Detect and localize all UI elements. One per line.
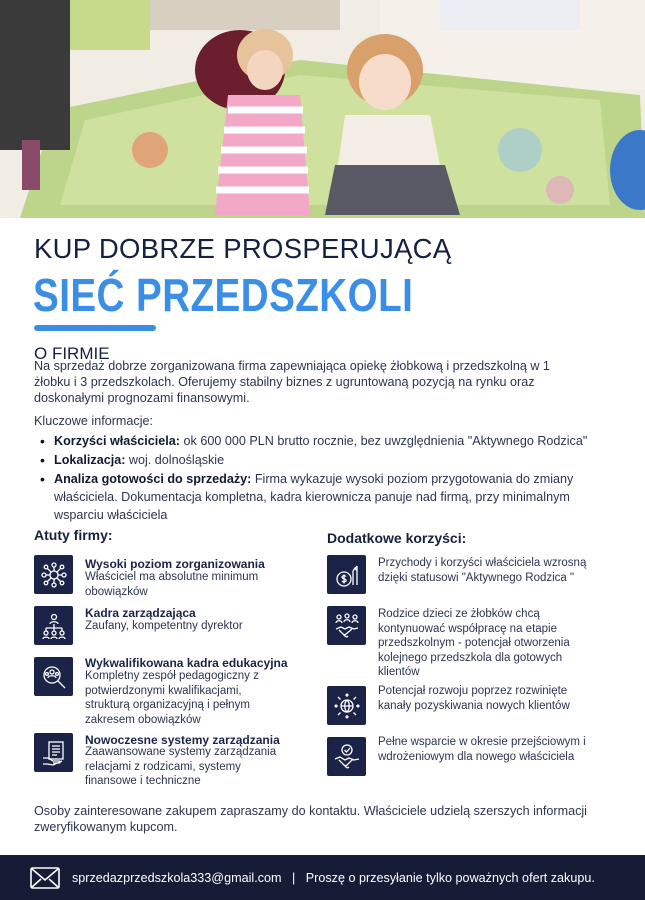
footer-email[interactable]: sprzedazprzedszkola333@gmail.com — [72, 870, 282, 885]
strength-title: Nowoczesne systemy zarządzania — [85, 733, 280, 747]
envelope-icon — [30, 867, 60, 889]
strength-text: Zaawansowane systemy zarządzania relacjami z rodzicami, systemy finansowe i techniczne — [85, 746, 277, 787]
benefit-text: Pełne wsparcie w okresie przejściowym i wdrożeniowym dla nowego właściciela — [378, 736, 586, 763]
strength-text: Kompletny zespół pedagogiczny z potwierdzonymi kwalifikacjami, strukturą organizacyjną i pełnym zakresem obowiązków — [85, 670, 259, 726]
strength-title: Wykwalifikowana kadra edukacyjna — [85, 656, 288, 670]
globe-expansion-icon — [327, 686, 366, 725]
benefit-text: Potencjał rozwoju poprzez rozwinięte kanały pozyskiwania nowych klientów — [378, 685, 570, 712]
strength-title: Wysoki poziom zorganizowania — [85, 557, 265, 571]
key-info-label: Analiza gotowości do sprzedaży: — [54, 472, 252, 486]
key-info-list — [40, 432, 600, 525]
document-hand-icon — [34, 733, 73, 772]
strength-text: Właściciel ma absolutne minimum obowiązków — [85, 571, 259, 598]
contact-text: Osoby zainteresowane zakupem zapraszamy do kontaktu. Właściciele udzielą szerszych informacji zweryfikowanym kupcom. — [34, 804, 587, 834]
about-text: Na sprzedaż dobrze zorganizowana firma zapewniająca opiekę żłobkową i przedszkolną w 1 żłobku i 3 przedszkolach. Oferujemy stabilny biznes z ugruntowaną pozycją na rynku oraz doskonałymi prognozami finansowymi. — [34, 359, 550, 405]
key-info-heading: Kluczowe informacje: — [34, 414, 153, 428]
strength-text: Zaufany, kompetentny dyrektor — [85, 620, 243, 632]
team-search-icon — [34, 657, 73, 696]
title-line-2: SIEĆ PRZEDSZKOLI — [33, 269, 414, 321]
title-underline — [34, 325, 156, 331]
footer-text — [72, 871, 595, 885]
group-handshake-icon — [327, 606, 366, 645]
handshake-support-icon — [327, 737, 366, 776]
key-info-value: ok 600 000 PLN brutto rocznie, bez uwzględnienia "Aktywnego Rodzica" — [180, 434, 588, 448]
strengths-heading: Atuty firmy: — [34, 527, 113, 543]
management-hierarchy-icon — [34, 606, 73, 645]
key-info-label: Korzyści właściciela: — [54, 434, 181, 448]
hero-photo — [0, 0, 645, 218]
title-line-1: KUP DOBRZE PROSPERUJĄCĄ — [34, 233, 452, 264]
key-info-item — [40, 432, 600, 450]
footer-note: Proszę o przesyłanie tylko poważnych ofert zakupu. — [305, 870, 595, 885]
key-info-label: Lokalizacja: — [54, 453, 126, 467]
benefit-text: Przychody i korzyści właściciela wzrosną dzięki statusowi "Aktywnego Rodzica " — [378, 557, 587, 584]
money-growth-icon — [327, 555, 366, 594]
footer-bar — [0, 855, 645, 900]
footer-separator: | — [291, 870, 296, 885]
key-info-item — [40, 470, 600, 524]
key-info-value: woj. dolnośląskie — [125, 453, 225, 467]
benefits-heading: Dodatkowe korzyści: — [327, 530, 467, 546]
strength-title: Kadra zarządzająca — [85, 606, 196, 620]
key-info-item — [40, 451, 600, 469]
network-people-icon — [34, 555, 73, 594]
about-heading: O FIRMIE — [34, 344, 110, 363]
benefit-text: Rodzice dzieci ze żłobków chcą kontynuować współpracę na etapie przedszkolnym - potencjał otworzenia kolejnego przedszkola dla gotowych klientów — [378, 608, 570, 678]
key-info-value: Firma wykazuje wysoki poziom przygotowania do zmiany właściciela. Dokumentacja kompletna, kadra kierownicza panuje nad firmą, przy minimalnym wsparciu właściciela — [54, 472, 574, 522]
